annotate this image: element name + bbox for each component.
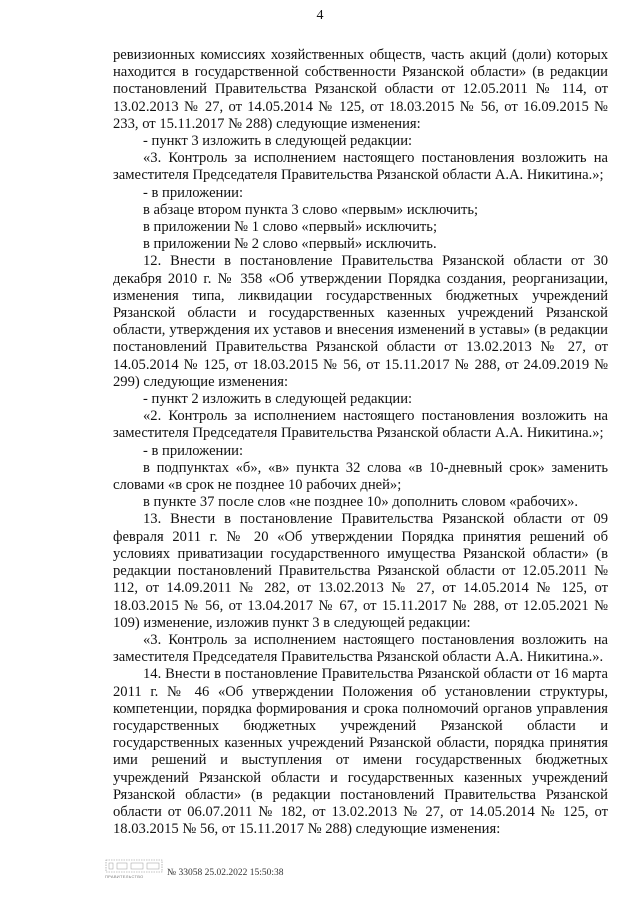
paragraph: - в приложении: — [143, 442, 244, 459]
paragraph: 13. Внести в постановление Правительства Рязанской области от 09 февраля 2011 г. № 20 «Об утверждении Порядка принятия решений об условиях приватизации государственного имущества Рязанской области» (в редакции постановлений Правительства Рязанской области от 12.05.2011 № 112, от 14.09.2011 № 282, от 13.02.2013 № 27, от 14.05.2014 № 125, от 18.03.2015 № 56, от 13.04.2017 № 67, от 15.11.2017 № 288, от 12.05.2021 № 109) изменение, изложив пункт 3 в следующей редакции: — [113, 511, 608, 631]
paragraph: - в приложении: — [143, 184, 244, 201]
paragraph: «2. Контроль за исполнением настоящего постановления возложить на заместителя Председателя Правительства Рязанской области А.А. Никитина.»; — [113, 408, 608, 442]
paragraph: в подпунктах «б», «в» пункта 32 слова «в 10-дневный срок» заменить словами «в срок не позднее 10 рабочих дней»; — [113, 459, 608, 494]
paragraph: ревизионных комиссиях хозяйственных обществ, часть акций (доли) которых находится в государственной собственности Рязанской области» (в редакции постановлений Правительства Рязанской области от 12.05.2011 № 114, от 13.02.2013 № 27, от 14.05.2014 № 125, от 18.03.2015 № 56, от 16.09.2015 № 233, от 15.11.2017 № 288) следующие изменения: — [113, 47, 608, 132]
paragraph: «3. Контроль за исполнением настоящего постановления возложить на заместителя Председателя Правительства Рязанской области А.А. Никитина.»; — [113, 150, 608, 184]
page-footer — [105, 852, 625, 892]
paragraph: в приложении № 1 слово «первый» исключить; — [143, 219, 438, 236]
paragraph: 14. Внести в постановление Правительства Рязанской области от 16 марта 2011 г. № 46 «Об утверждении Положения об установлении структуры, компетенции, порядка формирования и срока полномочий органов управления государственных бюджетных учреждений Рязанской области и государственных казенных учреждений Рязанской области, порядка принятия ими решений и выступления от имени государственных бюджетных учреждений Рязанской области и государственных казенных учреждений Рязанской области» (в редакции постановлений Правительства Рязанской области от 06.07.2011 № 182, от 13.02.2013 № 27, от 14.05.2014 № 125, от 18.03.2015 № 56, от 15.11.2017 № 288) следующие изменения: — [113, 666, 608, 838]
document-body — [113, 47, 608, 838]
registration-stamp-icon — [105, 856, 163, 876]
registration-number: № 33058 25.02.2022 15:50:38 — [167, 868, 284, 878]
paragraph: 12. Внести в постановление Правительства Рязанской области от 30 декабря 2010 г. № 358 «Об утверждении Порядка создания, реорганизации, изменения типа, ликвидации государственных бюджетных учреждений Рязанской области и государственных казенных учреждений Рязанской области, утверждения их уставов и внесения изменений в уставы» (в редакции постановлений Правительства Рязанской области от 13.02.2013 № 27, от 14.05.2014 № 125, от 18.03.2015 № 56, от 15.11.2017 № 288, от 24.09.2019 № 299) следующие изменения: — [113, 253, 608, 390]
paragraph: в абзаце втором пункта 3 слово «первым» исключить; — [143, 201, 479, 218]
paragraph: в пункте 37 после слов «не позднее 10» дополнить словом «рабочих». — [143, 494, 579, 511]
stamp-caption: ПРАВИТЕЛЬСТВО — [105, 874, 144, 879]
paragraph: - пункт 3 изложить в следующей редакции: — [143, 133, 413, 150]
paragraph: в приложении № 2 слово «первый» исключить. — [143, 236, 437, 253]
page-number: 4 — [316, 8, 324, 23]
paragraph: «3. Контроль за исполнением настоящего постановления возложить на заместителя Председателя Правительства Рязанской области А.А. Никитина.». — [113, 631, 608, 666]
paragraph: - пункт 2 изложить в следующей редакции: — [143, 391, 413, 408]
